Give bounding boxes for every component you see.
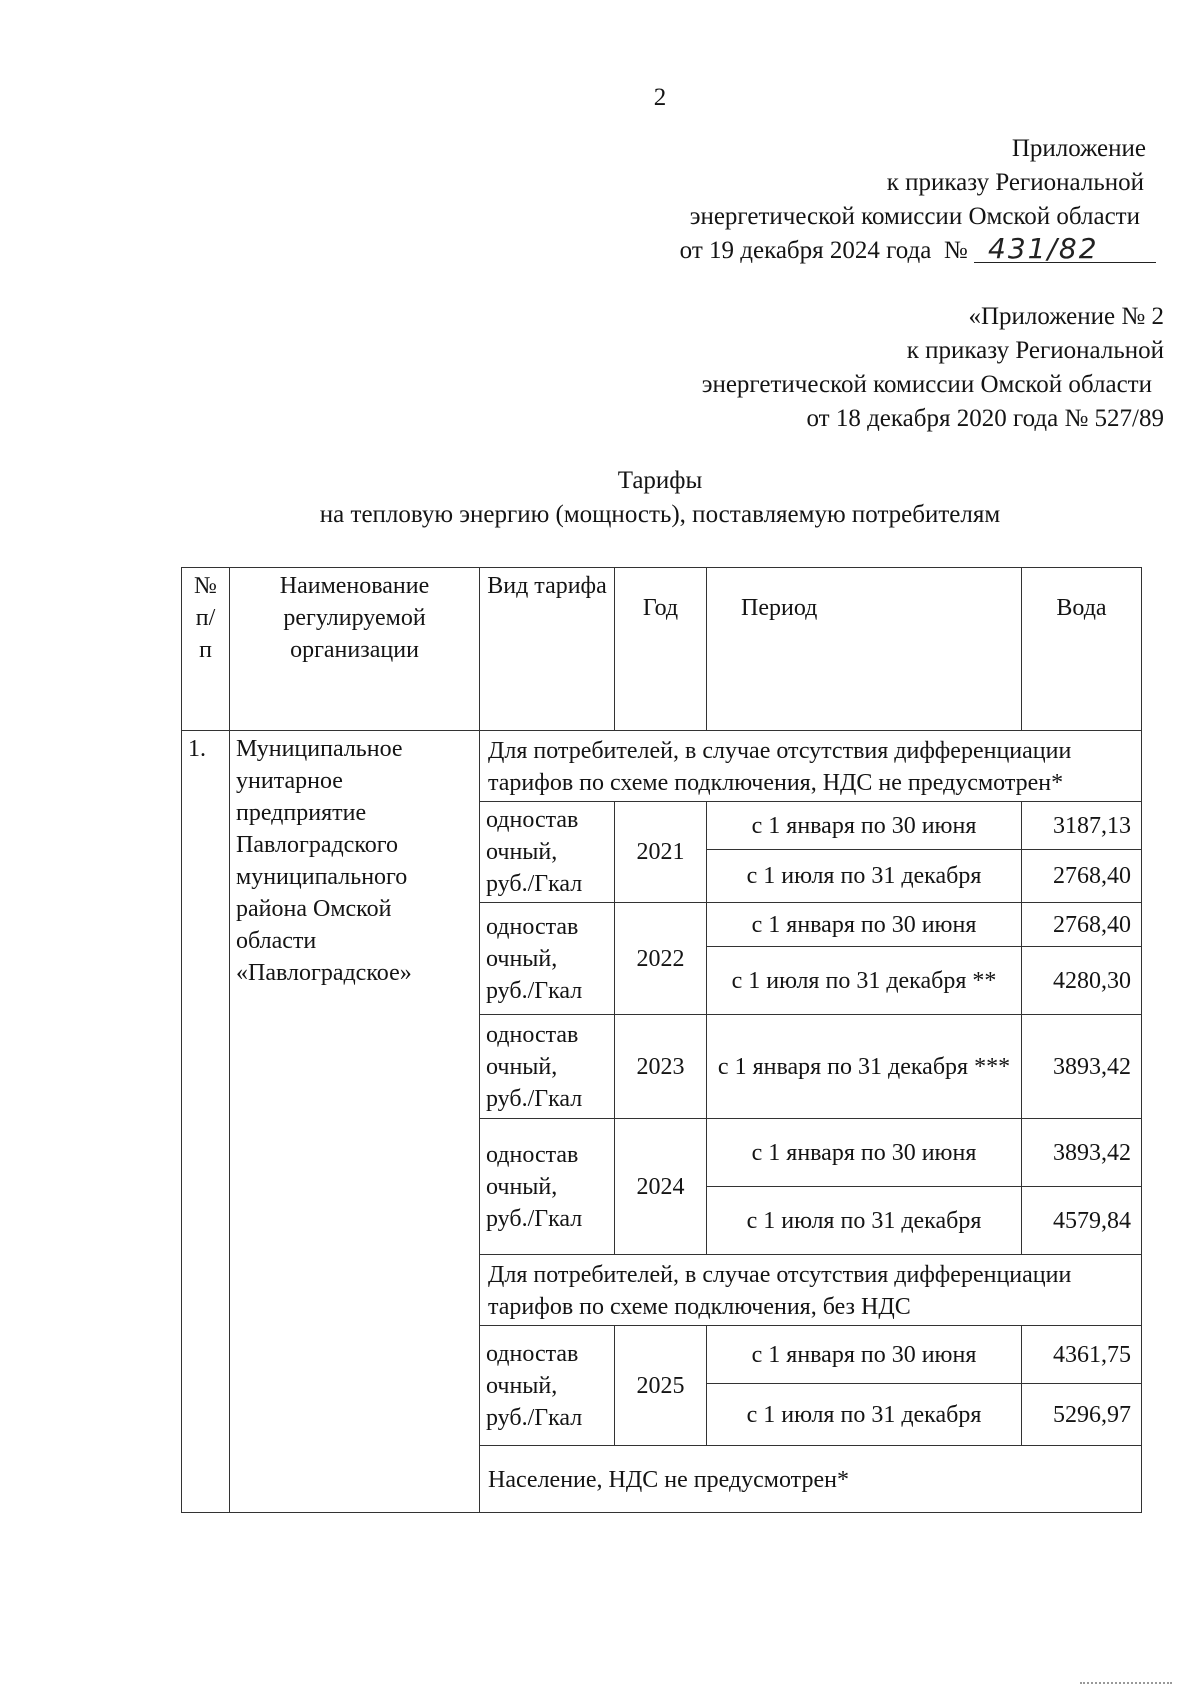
water-value-cell: 4361,75 (1022, 1326, 1142, 1384)
water-value-cell: 5296,97 (1022, 1384, 1142, 1446)
year-cell: 2021 (615, 802, 707, 903)
year-cell: 2025 (615, 1326, 707, 1446)
water-value-cell: 2768,40 (1022, 903, 1142, 947)
period-cell: с 1 января по 30 июня (707, 802, 1022, 850)
appendix-original-order (702, 300, 1164, 436)
document-subtitle: на тепловую энергию (мощность), поставляемую потребителям (319, 501, 1001, 528)
original-commission: энергетической комиссии Омской области (701, 371, 1152, 398)
number-sign: № (943, 237, 968, 264)
water-value-cell: 3893,42 (1022, 1119, 1142, 1187)
year-cell: 2022 (615, 903, 707, 1015)
appendix-commission: энергетической комиссии Омской области (689, 203, 1140, 230)
header-period: Период (707, 568, 1022, 731)
original-appendix-title: «Приложение № 2 (968, 303, 1164, 330)
period-cell: с 1 июля по 31 декабря (707, 1187, 1022, 1255)
year-cell: 2023 (615, 1015, 707, 1119)
year-cell: 2024 (615, 1119, 707, 1255)
section-heading: Население, НДС не предусмотрен* (480, 1446, 1142, 1513)
water-value-cell: 2768,40 (1022, 850, 1142, 903)
period-cell: с 1 января по 30 июня (707, 903, 1022, 947)
header-organization: Наименование регулируемой организации (230, 568, 480, 731)
appendix-current-order (680, 132, 1156, 268)
table-header-row (182, 568, 1142, 731)
tariff-type-cell: одностав очный, руб./Гкал (480, 1015, 615, 1119)
appendix-order-date-line (680, 234, 1156, 268)
header-number: № п/ п (182, 568, 230, 731)
tariff-table (181, 567, 1142, 1513)
tariff-type-cell: одностав очный, руб./Гкал (480, 903, 615, 1015)
water-value-cell: 4280,30 (1022, 947, 1142, 1015)
tariff-type-cell: одностав очный, руб./Гкал (480, 802, 615, 903)
page-number: 2 (653, 84, 667, 111)
tariff-type-cell: одностав очный, руб./Гкал (480, 1119, 615, 1255)
table-row (182, 731, 1142, 802)
water-value-cell: 3893,42 (1022, 1015, 1142, 1119)
header-water: Вода (1022, 568, 1142, 731)
section-heading: Для потребителей, в случае отсутствия дифференциации тарифов по схеме подключения, НДС не предусмотрен* (480, 731, 1142, 802)
document-title: Тарифы (617, 467, 703, 494)
period-cell: с 1 июля по 31 декабря (707, 1384, 1022, 1446)
period-cell: с 1 января по 30 июня (707, 1326, 1022, 1384)
appendix-order-date: от 19 декабря 2024 года (679, 237, 932, 264)
appendix-title: Приложение (1011, 135, 1146, 162)
original-order-date: от 18 декабря 2020 года № 527/89 (806, 405, 1164, 432)
row-number: 1. (182, 731, 230, 1513)
period-cell: с 1 января по 30 июня (707, 1119, 1022, 1187)
organization-name: Муниципальное унитарное предприятие Павлоградского муниципального района Омской области «Павлоградское» (230, 731, 480, 1513)
original-order-ref: к приказу Региональной (906, 337, 1164, 364)
period-cell: с 1 января по 31 декабря *** (707, 1015, 1022, 1119)
period-cell: с 1 июля по 31 декабря ** (707, 947, 1022, 1015)
period-cell: с 1 июля по 31 декабря (707, 850, 1022, 903)
appendix-order-ref: к приказу Региональной (886, 169, 1144, 196)
water-value-cell: 3187,13 (1022, 802, 1142, 850)
scan-edge-mark (1080, 1682, 1172, 1684)
header-tariff-type: Вид тарифа (480, 568, 615, 731)
water-value-cell: 4579,84 (1022, 1187, 1142, 1255)
header-year: Год (615, 568, 707, 731)
tariff-type-cell: одностав очный, руб./Гкал (480, 1326, 615, 1446)
handwritten-order-number: 431/82 (974, 236, 1156, 263)
section-heading: Для потребителей, в случае отсутствия дифференциации тарифов по схеме подключения, без НДС (480, 1255, 1142, 1326)
